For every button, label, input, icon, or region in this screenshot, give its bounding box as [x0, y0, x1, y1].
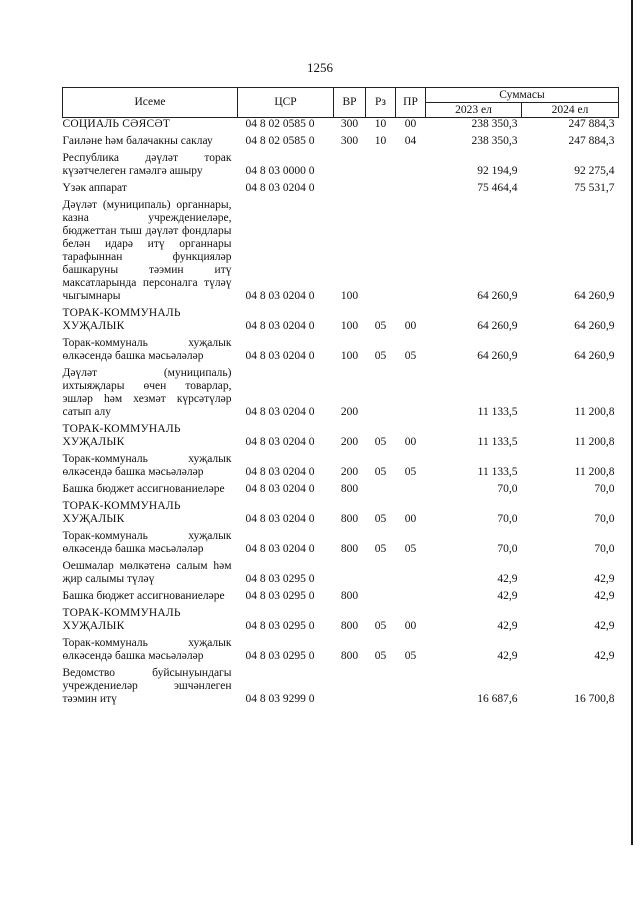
- row-code: 04 8 03 0204 0: [245, 483, 315, 495]
- table-row: [63, 182, 619, 199]
- header-vr: ВР: [334, 88, 366, 118]
- row-sum-2024: 247 884,3: [568, 118, 615, 130]
- row-code: 04 8 03 0204 0: [245, 406, 315, 418]
- scan-edge-line: [631, 0, 633, 845]
- row-sum-2024: 64 260,9: [574, 320, 615, 332]
- row-sum-2023: 64 260,9: [477, 320, 518, 332]
- row-sum-2024: 16 700,8: [574, 693, 615, 705]
- row-rz: [366, 667, 396, 710]
- row-code: 04 8 03 0204 0: [245, 436, 315, 448]
- row-sum-2023: 11 133,5: [477, 406, 518, 418]
- table-row: [63, 667, 619, 710]
- row-rz: 05: [374, 320, 387, 332]
- row-rz: [366, 199, 396, 307]
- row-pr: [396, 152, 426, 182]
- row-sum-2023: 42,9: [497, 620, 518, 632]
- row-code: 04 8 03 0295 0: [245, 650, 315, 662]
- row-name: Оешмалар мөлкәтенә салым һәм җир салымы түләү: [62, 560, 232, 585]
- row-code: 04 8 03 0204 0: [245, 290, 315, 302]
- table-row: [63, 453, 619, 483]
- row-rz: 05: [374, 436, 387, 448]
- row-name: Торак-коммуналь хуҗалык өлкәсендә башка мәсьәләләр: [62, 453, 232, 478]
- row-code: 04 8 02 0585 0: [245, 135, 315, 147]
- row-rz: 05: [374, 350, 387, 362]
- row-sum-2024: 70,0: [594, 513, 615, 525]
- header-year-2024: 2024 ел: [522, 103, 619, 118]
- row-sum-2024: 11 200,8: [574, 466, 615, 478]
- row-rz: 10: [374, 118, 387, 130]
- row-sum-2023: 42,9: [497, 590, 518, 602]
- row-vr: 300: [340, 118, 359, 130]
- row-pr: [396, 182, 426, 199]
- table-row: [63, 637, 619, 667]
- row-vr: 300: [340, 135, 359, 147]
- row-code: 04 8 03 0204 0: [245, 320, 315, 332]
- row-sum-2024: 75 531,7: [574, 182, 615, 194]
- row-sum-2023: 70,0: [497, 543, 518, 555]
- row-sum-2023: 238 350,3: [471, 135, 518, 147]
- header-sums: Суммасы: [426, 88, 619, 103]
- header-name: Исеме: [63, 88, 238, 118]
- row-name: Үзәк аппарат: [62, 182, 127, 194]
- row-sum-2023: 75 464,4: [477, 182, 518, 194]
- row-pr: 00: [404, 620, 417, 632]
- budget-table: [62, 87, 619, 710]
- row-sum-2023: 70,0: [497, 513, 518, 525]
- row-vr: [334, 560, 366, 590]
- table-row: [63, 367, 619, 423]
- row-name: Ведомство буйсынуындагы учреждениеләр эшчәнлеген тәэмин итү: [62, 667, 232, 705]
- row-vr: 100: [340, 290, 359, 302]
- table-row: [63, 118, 619, 136]
- table-row: [63, 590, 619, 607]
- row-pr: 00: [404, 513, 417, 525]
- row-name: ТОРАК-КОММУНАЛЬ ХУҖАЛЫК: [62, 607, 181, 632]
- row-sum-2024: 42,9: [594, 620, 615, 632]
- table-row: [63, 607, 619, 637]
- row-pr: [396, 199, 426, 307]
- row-sum-2024: 70,0: [594, 483, 615, 495]
- row-sum-2024: 11 200,8: [574, 436, 615, 448]
- row-name: Дәүләт (муниципаль) ихтыяҗлары өчен товарлар, эшләр һәм хезмәт күрсәтүләр сатып алу: [62, 367, 232, 418]
- row-code: 04 8 03 0295 0: [245, 590, 315, 602]
- row-vr: 800: [340, 590, 359, 602]
- row-vr: 200: [340, 466, 359, 478]
- row-name: ТОРАК-КОММУНАЛЬ ХУҖАЛЫК: [62, 307, 181, 332]
- row-code: 04 8 03 0204 0: [245, 350, 315, 362]
- row-pr: 00: [404, 118, 417, 130]
- header-pr: ПР: [396, 88, 426, 118]
- row-sum-2024: 64 260,9: [574, 350, 615, 362]
- row-rz: 05: [374, 466, 387, 478]
- row-pr: 05: [404, 543, 417, 555]
- row-pr: [396, 367, 426, 423]
- row-rz: 05: [374, 620, 387, 632]
- page-number: 1256: [307, 60, 333, 75]
- row-sum-2023: 70,0: [497, 483, 518, 495]
- row-sum-2023: 238 350,3: [471, 118, 518, 130]
- row-pr: [396, 560, 426, 590]
- row-name: Башка бюджет ассигнованиеләре: [62, 483, 225, 495]
- table-row: [63, 500, 619, 530]
- row-vr: [334, 152, 366, 182]
- row-code: 04 8 02 0585 0: [245, 118, 315, 130]
- row-sum-2023: 64 260,9: [477, 350, 518, 362]
- row-sum-2024: 64 260,9: [574, 290, 615, 302]
- row-sum-2024: 42,9: [594, 590, 615, 602]
- row-vr: 800: [340, 650, 359, 662]
- row-name: Гаиләне һәм балачакны саклау: [62, 135, 213, 147]
- row-rz: [366, 367, 396, 423]
- row-name: Торак-коммуналь хуҗалык өлкәсендә башка мәсьәләләр: [62, 637, 232, 662]
- row-vr: 800: [340, 513, 359, 525]
- row-rz: 05: [374, 543, 387, 555]
- row-pr: 04: [404, 135, 417, 147]
- row-pr: 05: [404, 650, 417, 662]
- table-row: [63, 152, 619, 182]
- row-vr: 100: [340, 350, 359, 362]
- row-code: 04 8 03 0204 0: [245, 466, 315, 478]
- header-year-2023: 2023 ел: [426, 103, 522, 118]
- row-name: Башка бюджет ассигнованиеләре: [62, 590, 225, 602]
- row-pr: [396, 590, 426, 607]
- row-name: Дәүләт (муниципаль) органнары, казна учреждениеләре, бюджеттан тыш дәүләт фондлары белән идарә итү органнары тарафыннан функцияләр башкаруны тәэмин итү максатларында персоналга түләү чыгымнары: [62, 199, 232, 302]
- table-row: [63, 530, 619, 560]
- row-pr: 00: [404, 436, 417, 448]
- row-rz: 05: [374, 513, 387, 525]
- row-name: Торак-коммуналь хуҗалык өлкәсендә башка мәсьәләләр: [62, 337, 232, 362]
- row-rz: [366, 590, 396, 607]
- row-vr: 200: [340, 406, 359, 418]
- table-row: [63, 307, 619, 337]
- table-row: [63, 483, 619, 500]
- row-vr: [334, 667, 366, 710]
- row-rz: [366, 483, 396, 500]
- row-pr: [396, 667, 426, 710]
- row-sum-2023: 64 260,9: [477, 290, 518, 302]
- row-rz: [366, 152, 396, 182]
- row-code: 04 8 03 0204 0: [245, 543, 315, 555]
- row-code: 04 8 03 0295 0: [245, 573, 315, 585]
- row-pr: 05: [404, 466, 417, 478]
- row-name: Торак-коммуналь хуҗалык өлкәсендә башка мәсьәләләр: [62, 530, 232, 555]
- table-row: [63, 135, 619, 152]
- table-row: [63, 423, 619, 453]
- row-code: 04 8 03 0204 0: [245, 182, 315, 194]
- row-sum-2024: 92 275,4: [574, 165, 615, 177]
- row-sum-2023: 11 133,5: [477, 466, 518, 478]
- row-sum-2024: 247 884,3: [568, 135, 615, 147]
- row-sum-2023: 11 133,5: [477, 436, 518, 448]
- row-name: ТОРАК-КОММУНАЛЬ ХУҖАЛЫК: [62, 423, 181, 448]
- row-pr: 00: [404, 320, 417, 332]
- row-sum-2024: 70,0: [594, 543, 615, 555]
- table-row: [63, 199, 619, 307]
- table-row: [63, 337, 619, 367]
- row-sum-2023: 42,9: [497, 573, 518, 585]
- row-pr: [396, 483, 426, 500]
- header-rz: Рз: [366, 88, 396, 118]
- row-code: 04 8 03 9299 0: [245, 693, 315, 705]
- row-vr: 200: [340, 436, 359, 448]
- row-name: ТОРАК-КОММУНАЛЬ ХУҖАЛЫК: [62, 500, 181, 525]
- row-sum-2023: 42,9: [497, 650, 518, 662]
- row-rz: 10: [374, 135, 387, 147]
- row-name: Республика дәүләт торак күзәтчелеген гамәлгә ашыру: [62, 152, 232, 177]
- row-sum-2024: 42,9: [594, 573, 615, 585]
- row-vr: [334, 182, 366, 199]
- header-code: ЦСР: [238, 88, 334, 118]
- row-sum-2023: 16 687,6: [477, 693, 518, 705]
- row-pr: 05: [404, 350, 417, 362]
- row-vr: 800: [340, 483, 359, 495]
- row-sum-2024: 42,9: [594, 650, 615, 662]
- row-rz: [366, 560, 396, 590]
- row-sum-2023: 92 194,9: [477, 165, 518, 177]
- row-rz: 05: [374, 650, 387, 662]
- row-vr: 100: [340, 320, 359, 332]
- row-code: 04 8 03 0000 0: [245, 165, 315, 177]
- table-row: [63, 560, 619, 590]
- row-name: СОЦИАЛЬ СӘЯСӘТ: [62, 118, 171, 130]
- row-sum-2024: 11 200,8: [574, 406, 615, 418]
- row-vr: 800: [340, 543, 359, 555]
- row-code: 04 8 03 0295 0: [245, 620, 315, 632]
- row-code: 04 8 03 0204 0: [245, 513, 315, 525]
- row-rz: [366, 182, 396, 199]
- row-vr: 800: [340, 620, 359, 632]
